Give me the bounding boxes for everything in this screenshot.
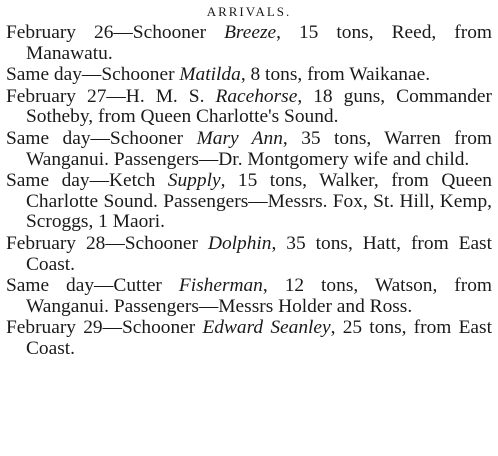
- arrival-entry: [6, 65, 492, 86]
- section-heading: ARRIVALS.: [206, 4, 292, 19]
- arrival-entry: [6, 129, 492, 170]
- entry-details: , 15 tons, Walker, from Queen Charlotte Sound. Passengers—Messrs. Fox, St. Hill, Kemp, Scroggs, 1 Maori.: [26, 170, 493, 233]
- entry-date-vessel: Same day—Cutter: [6, 275, 179, 297]
- entry-details: , 35 tons, Warren from Wanganui. Passengers—Dr. Montgomery wife and child.: [26, 127, 493, 170]
- arrival-entry: [6, 87, 492, 128]
- ship-name: Edward Seanley: [202, 317, 331, 339]
- ship-name: Breeze: [224, 22, 277, 43]
- ship-name: Matilda: [179, 64, 241, 86]
- ship-name: Mary Ann: [196, 127, 283, 149]
- arrival-entry: [6, 234, 492, 275]
- entry-date-vessel: February 28—Schooner: [6, 232, 208, 254]
- ship-name: Dolphin: [207, 232, 272, 254]
- entry-details: , 15 tons, Reed, from Manawatu.: [26, 22, 492, 64]
- entry-date-vessel: Same day—Ketch: [6, 170, 168, 192]
- arrival-entry: [6, 276, 492, 317]
- entry-date-vessel: Same day—Schooner: [6, 64, 180, 86]
- entry-details: , 35 tons, Hatt, from East Coast.: [26, 232, 492, 275]
- ship-name: Fisherman: [178, 275, 263, 297]
- entry-date-vessel: February 29—Schooner: [6, 317, 203, 339]
- entry-details: , 18 guns, Commander Sotheby, from Queen Charlotte's Sound.: [26, 85, 492, 128]
- entry-date-vessel: February 26—Schooner: [6, 22, 225, 43]
- ship-name: Racehorse: [215, 85, 298, 107]
- entry-date-vessel: February 27—H. M. S.: [6, 85, 216, 107]
- arrival-entry: [6, 171, 492, 233]
- entry-details: , 25 tons, from East Coast.: [26, 317, 492, 359]
- arrival-entry: [6, 318, 492, 359]
- ship-name: Supply: [167, 170, 221, 192]
- entry-details: , 8 tons, from Waikanae.: [240, 64, 431, 86]
- arrival-entry: [6, 23, 492, 64]
- entry-date-vessel: Same day—Schooner: [6, 127, 197, 149]
- entry-details: , 12 tons, Watson, from Wanganui. Passengers—Messrs Holder and Ross.: [26, 275, 492, 317]
